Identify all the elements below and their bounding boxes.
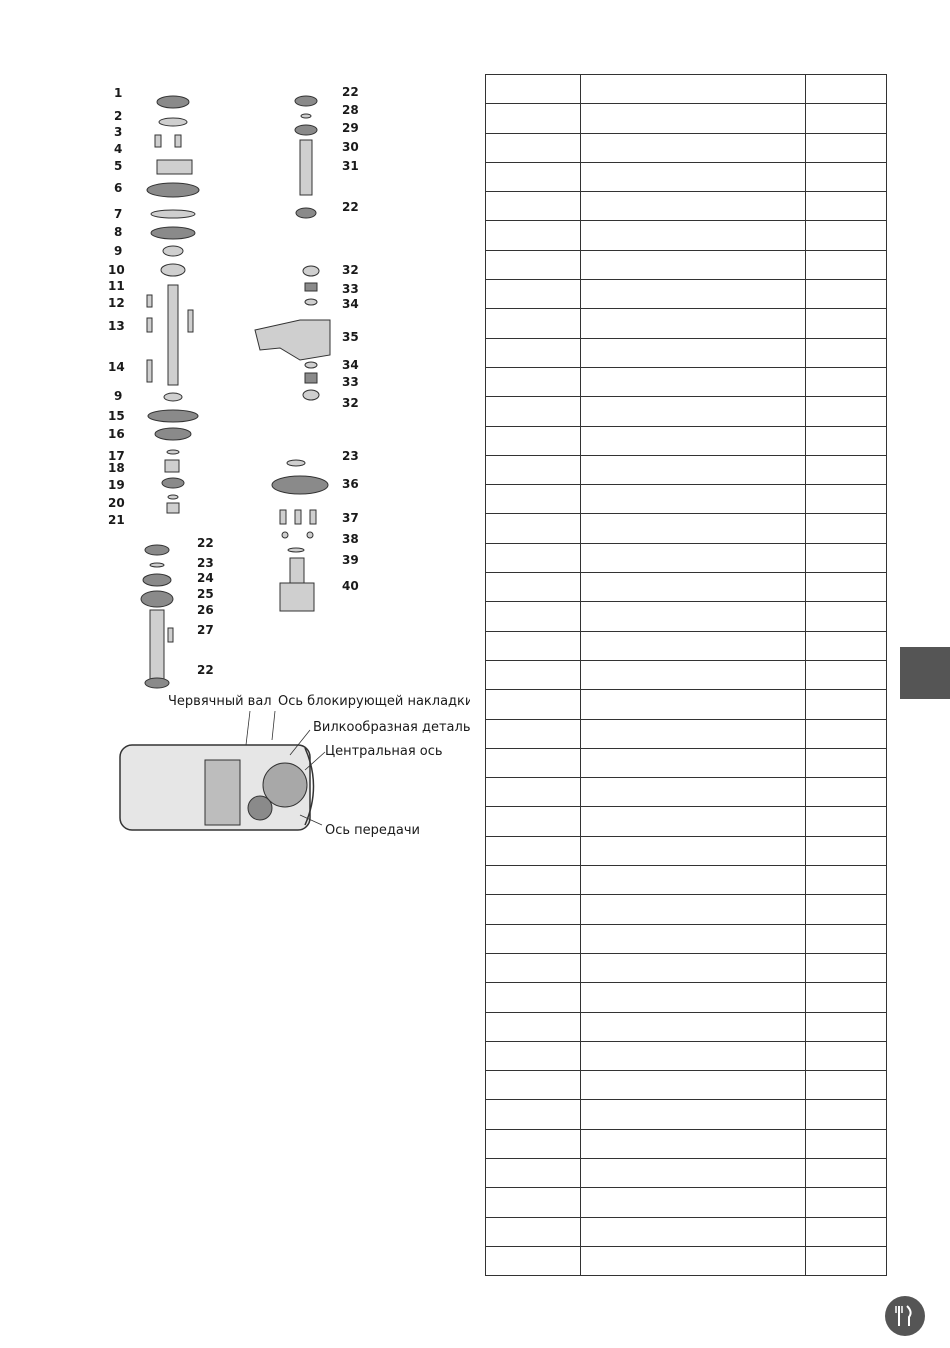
table-row bbox=[486, 866, 887, 895]
parts-table-body bbox=[486, 75, 887, 1276]
table-cell bbox=[581, 221, 806, 250]
table-cell bbox=[806, 221, 887, 250]
table-cell bbox=[581, 983, 806, 1012]
table-cell bbox=[486, 1041, 581, 1070]
table-row bbox=[486, 1100, 887, 1129]
svg-text:38: 38 bbox=[342, 532, 359, 546]
table-row bbox=[486, 75, 887, 104]
svg-text:22: 22 bbox=[342, 200, 359, 214]
left-callouts bbox=[108, 86, 125, 527]
table-cell bbox=[806, 602, 887, 631]
table-cell bbox=[581, 1129, 806, 1158]
table-row bbox=[486, 104, 887, 133]
table-row bbox=[486, 836, 887, 865]
table-cell bbox=[581, 1217, 806, 1246]
table-row bbox=[486, 631, 887, 660]
table-row bbox=[486, 573, 887, 602]
table-cell bbox=[486, 367, 581, 396]
table-cell bbox=[486, 1188, 581, 1217]
table-cell bbox=[581, 690, 806, 719]
svg-text:11: 11 bbox=[108, 279, 125, 293]
svg-text:17: 17 bbox=[108, 449, 125, 463]
table-row bbox=[486, 719, 887, 748]
table-cell bbox=[806, 1217, 887, 1246]
table-cell bbox=[806, 162, 887, 191]
table-cell bbox=[486, 924, 581, 953]
table-row bbox=[486, 1188, 887, 1217]
table-cell bbox=[806, 924, 887, 953]
table-cell bbox=[486, 807, 581, 836]
table-cell bbox=[486, 543, 581, 572]
table-cell bbox=[486, 309, 581, 338]
table-row bbox=[486, 660, 887, 689]
svg-text:16: 16 bbox=[108, 427, 125, 441]
table-cell bbox=[486, 514, 581, 543]
table-cell bbox=[581, 104, 806, 133]
table-row bbox=[486, 367, 887, 396]
table-cell bbox=[806, 895, 887, 924]
table-cell bbox=[486, 690, 581, 719]
svg-text:3: 3 bbox=[114, 125, 123, 139]
svg-text:29: 29 bbox=[342, 121, 359, 135]
table-row bbox=[486, 1012, 887, 1041]
table-cell bbox=[486, 719, 581, 748]
table-cell bbox=[806, 1071, 887, 1100]
table-cell bbox=[806, 455, 887, 484]
table-cell bbox=[806, 748, 887, 777]
table-cell bbox=[486, 866, 581, 895]
table-cell bbox=[581, 1041, 806, 1070]
table-cell bbox=[486, 953, 581, 982]
table-cell bbox=[486, 104, 581, 133]
table-row bbox=[486, 807, 887, 836]
table-row bbox=[486, 1071, 887, 1100]
table-cell bbox=[581, 133, 806, 162]
table-cell bbox=[486, 1129, 581, 1158]
table-cell bbox=[581, 631, 806, 660]
svg-text:34: 34 bbox=[342, 297, 359, 311]
table-cell bbox=[581, 250, 806, 279]
right-top-assembly bbox=[295, 96, 317, 218]
svg-text:20: 20 bbox=[108, 496, 125, 510]
svg-text:10: 10 bbox=[108, 263, 125, 277]
table-row bbox=[486, 338, 887, 367]
table-row bbox=[486, 690, 887, 719]
table-cell bbox=[581, 1100, 806, 1129]
svg-text:39: 39 bbox=[342, 553, 359, 567]
svg-text:Вилкообразная деталь: Вилкообразная деталь bbox=[313, 720, 470, 735]
table-cell bbox=[806, 983, 887, 1012]
table-cell bbox=[486, 573, 581, 602]
table-cell bbox=[486, 1158, 581, 1187]
svg-text:9: 9 bbox=[114, 389, 123, 403]
table-cell bbox=[486, 426, 581, 455]
table-cell bbox=[806, 778, 887, 807]
table-row bbox=[486, 983, 887, 1012]
table-cell bbox=[486, 280, 581, 309]
section-tab bbox=[900, 647, 950, 699]
table-cell bbox=[581, 778, 806, 807]
svg-text:27: 27 bbox=[197, 623, 214, 637]
table-cell bbox=[486, 1246, 581, 1275]
table-cell bbox=[806, 573, 887, 602]
table-cell bbox=[486, 895, 581, 924]
table-row bbox=[486, 543, 887, 572]
table-cell bbox=[806, 719, 887, 748]
table-cell bbox=[581, 280, 806, 309]
table-cell bbox=[581, 426, 806, 455]
table-row bbox=[486, 221, 887, 250]
table-row bbox=[486, 455, 887, 484]
table-cell bbox=[806, 1041, 887, 1070]
table-cell bbox=[806, 280, 887, 309]
svg-text:8: 8 bbox=[114, 225, 123, 239]
svg-text:7: 7 bbox=[114, 207, 123, 221]
table-cell bbox=[581, 162, 806, 191]
table-cell bbox=[581, 75, 806, 104]
table-cell bbox=[486, 1217, 581, 1246]
table-cell bbox=[806, 1012, 887, 1041]
table-cell bbox=[581, 807, 806, 836]
svg-text:14: 14 bbox=[108, 360, 125, 374]
svg-text:9: 9 bbox=[114, 244, 123, 258]
svg-text:18: 18 bbox=[108, 461, 125, 475]
table-cell bbox=[806, 104, 887, 133]
table-cell bbox=[486, 455, 581, 484]
svg-text:23: 23 bbox=[342, 449, 359, 463]
svg-text:40: 40 bbox=[342, 579, 359, 593]
table-cell bbox=[486, 250, 581, 279]
table-cell bbox=[806, 485, 887, 514]
table-cell bbox=[806, 1246, 887, 1275]
svg-text:Ось передачи: Ось передачи bbox=[325, 823, 421, 838]
table-cell bbox=[581, 1071, 806, 1100]
table-cell bbox=[486, 338, 581, 367]
table-row bbox=[486, 1158, 887, 1187]
table-cell bbox=[486, 1100, 581, 1129]
svg-text:28: 28 bbox=[342, 103, 359, 117]
table-cell bbox=[486, 983, 581, 1012]
table-cell bbox=[581, 455, 806, 484]
table-cell bbox=[581, 543, 806, 572]
table-cell bbox=[581, 953, 806, 982]
svg-text:1: 1 bbox=[114, 86, 123, 100]
table-cell bbox=[581, 866, 806, 895]
svg-text:22: 22 bbox=[197, 536, 214, 550]
svg-text:5: 5 bbox=[114, 159, 123, 173]
svg-text:Червячный вал: Червячный вал bbox=[168, 694, 272, 709]
right-mid-callouts bbox=[342, 263, 359, 410]
table-cell bbox=[806, 1188, 887, 1217]
table-cell bbox=[486, 397, 581, 426]
table-cell bbox=[486, 836, 581, 865]
table-row bbox=[486, 895, 887, 924]
table-cell bbox=[486, 1012, 581, 1041]
table-row bbox=[486, 1041, 887, 1070]
table-cell bbox=[486, 133, 581, 162]
table-cell bbox=[806, 866, 887, 895]
right-mid-assembly bbox=[255, 266, 330, 400]
table-cell bbox=[581, 367, 806, 396]
svg-text:32: 32 bbox=[342, 263, 359, 277]
table-cell bbox=[806, 426, 887, 455]
table-cell bbox=[806, 1158, 887, 1187]
table-row bbox=[486, 133, 887, 162]
left-assembly bbox=[147, 96, 199, 513]
svg-text:31: 31 bbox=[342, 159, 359, 173]
table-cell bbox=[581, 719, 806, 748]
parts-table bbox=[485, 74, 887, 1276]
table-row bbox=[486, 1246, 887, 1275]
svg-text:33: 33 bbox=[342, 375, 359, 389]
left-bottom-assembly bbox=[141, 545, 173, 688]
svg-text:37: 37 bbox=[342, 511, 359, 525]
table-cell bbox=[486, 602, 581, 631]
svg-text:2: 2 bbox=[114, 109, 123, 123]
table-cell bbox=[581, 836, 806, 865]
svg-text:21: 21 bbox=[108, 513, 125, 527]
table-cell bbox=[581, 924, 806, 953]
svg-text:32: 32 bbox=[342, 396, 359, 410]
svg-text:30: 30 bbox=[342, 140, 359, 154]
table-cell bbox=[806, 690, 887, 719]
right-bottom-assembly bbox=[272, 460, 328, 611]
table-cell bbox=[806, 338, 887, 367]
table-cell bbox=[806, 309, 887, 338]
table-row bbox=[486, 250, 887, 279]
svg-text:34: 34 bbox=[342, 358, 359, 372]
table-row bbox=[486, 953, 887, 982]
table-cell bbox=[486, 1071, 581, 1100]
table-cell bbox=[486, 748, 581, 777]
svg-text:Ось блокирующей накладки: Ось блокирующей накладки bbox=[278, 694, 470, 709]
svg-text:13: 13 bbox=[108, 319, 125, 333]
svg-text:12: 12 bbox=[108, 296, 125, 310]
table-row bbox=[486, 192, 887, 221]
table-cell bbox=[806, 1129, 887, 1158]
table-cell bbox=[581, 1158, 806, 1187]
table-cell bbox=[486, 75, 581, 104]
svg-text:22: 22 bbox=[197, 663, 214, 677]
table-cell bbox=[486, 660, 581, 689]
table-row bbox=[486, 748, 887, 777]
right-bottom-callouts bbox=[342, 449, 359, 593]
table-row bbox=[486, 514, 887, 543]
table-cell bbox=[806, 514, 887, 543]
table-row bbox=[486, 485, 887, 514]
table-cell bbox=[581, 309, 806, 338]
table-cell bbox=[806, 631, 887, 660]
table-row bbox=[486, 778, 887, 807]
svg-text:35: 35 bbox=[342, 330, 359, 344]
svg-text:4: 4 bbox=[114, 142, 123, 156]
table-cell bbox=[581, 514, 806, 543]
table-cell bbox=[806, 836, 887, 865]
table-cell bbox=[806, 75, 887, 104]
svg-text:24: 24 bbox=[197, 571, 214, 585]
table-cell bbox=[581, 485, 806, 514]
table-row bbox=[486, 426, 887, 455]
svg-text:23: 23 bbox=[197, 556, 214, 570]
table-cell bbox=[581, 895, 806, 924]
table-cell bbox=[806, 397, 887, 426]
exploded-parts-diagram bbox=[100, 80, 470, 840]
table-row bbox=[486, 309, 887, 338]
svg-text:15: 15 bbox=[108, 409, 125, 423]
svg-text:33: 33 bbox=[342, 282, 359, 296]
svg-text:19: 19 bbox=[108, 478, 125, 492]
svg-text:36: 36 bbox=[342, 477, 359, 491]
table-cell bbox=[806, 660, 887, 689]
table-cell bbox=[486, 221, 581, 250]
table-cell bbox=[581, 338, 806, 367]
table-row bbox=[486, 602, 887, 631]
table-row bbox=[486, 1129, 887, 1158]
table-cell bbox=[486, 631, 581, 660]
svg-text:Центральная ось: Центральная ось bbox=[325, 744, 443, 759]
table-cell bbox=[486, 192, 581, 221]
table-cell bbox=[806, 543, 887, 572]
table-cell bbox=[486, 162, 581, 191]
table-cell bbox=[806, 250, 887, 279]
table-cell bbox=[806, 133, 887, 162]
table-row bbox=[486, 397, 887, 426]
table-cell bbox=[806, 192, 887, 221]
table-cell bbox=[806, 953, 887, 982]
table-cell bbox=[581, 748, 806, 777]
table-cell bbox=[581, 602, 806, 631]
table-cell bbox=[581, 192, 806, 221]
svg-text:6: 6 bbox=[114, 181, 123, 195]
table-cell bbox=[486, 778, 581, 807]
housing-illustration bbox=[120, 711, 325, 830]
table-cell bbox=[581, 573, 806, 602]
table-row bbox=[486, 162, 887, 191]
left-bottom-callouts bbox=[197, 536, 214, 677]
table-cell bbox=[806, 367, 887, 396]
table-cell bbox=[581, 660, 806, 689]
svg-text:25: 25 bbox=[197, 587, 214, 601]
table-cell bbox=[581, 1246, 806, 1275]
svg-text:22: 22 bbox=[342, 85, 359, 99]
table-row bbox=[486, 280, 887, 309]
table-cell bbox=[581, 1012, 806, 1041]
table-cell bbox=[581, 397, 806, 426]
table-cell bbox=[581, 1188, 806, 1217]
right-top-callouts bbox=[342, 85, 359, 214]
table-cell bbox=[486, 485, 581, 514]
table-cell bbox=[806, 807, 887, 836]
fork-knife-icon bbox=[885, 1296, 925, 1336]
svg-text:26: 26 bbox=[197, 603, 214, 617]
table-cell bbox=[806, 1100, 887, 1129]
table-row bbox=[486, 924, 887, 953]
table-row bbox=[486, 1217, 887, 1246]
